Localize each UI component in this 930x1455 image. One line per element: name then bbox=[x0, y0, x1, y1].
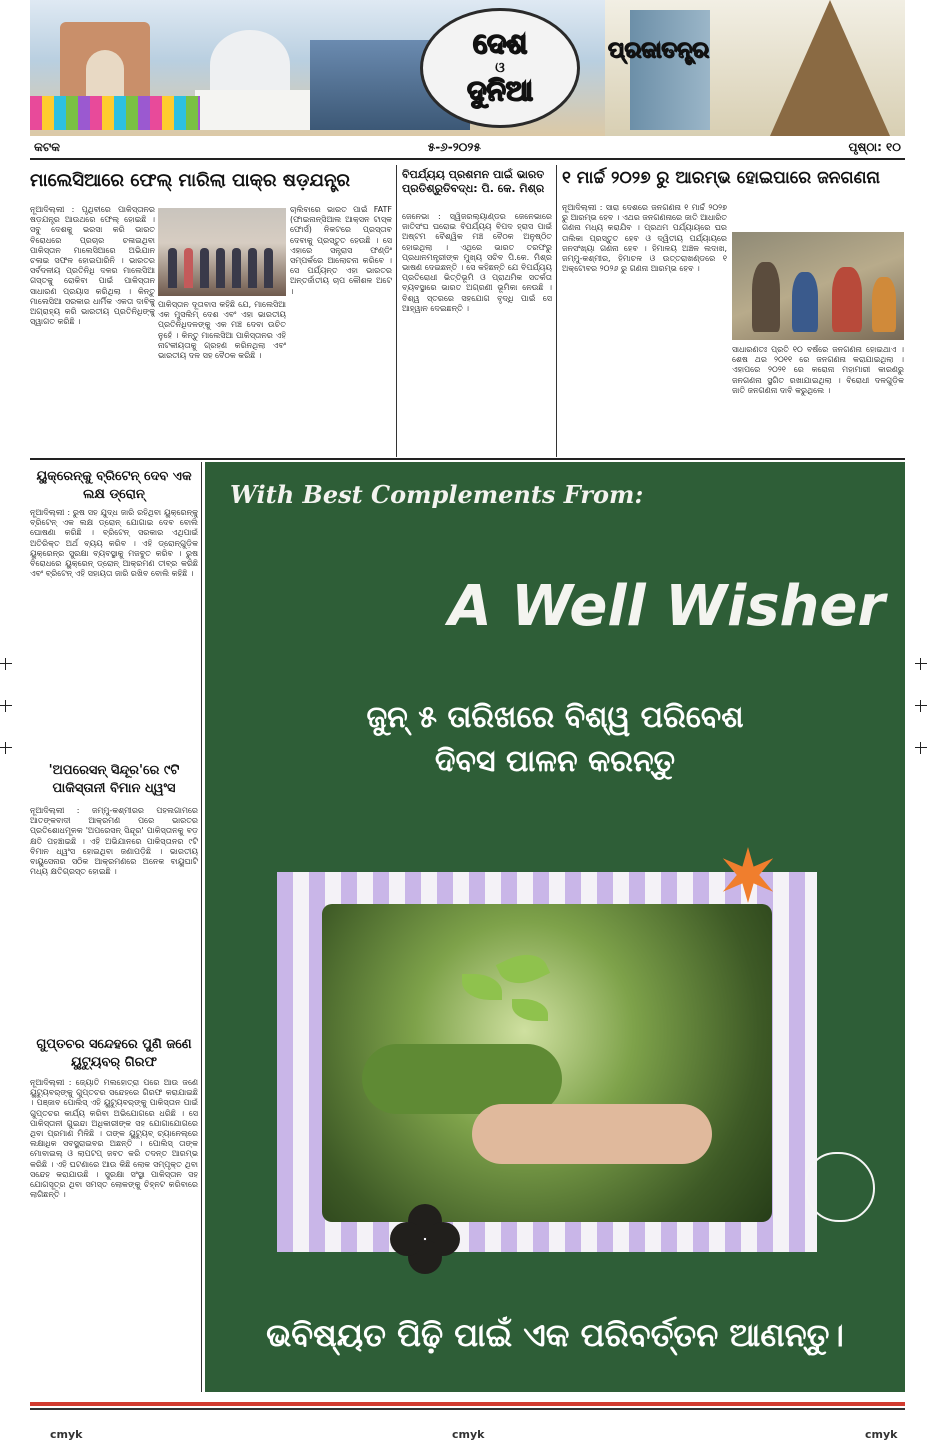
crop-mark-icon bbox=[0, 658, 12, 670]
headline-sindoor: 'ଅପରେସନ୍ ସିନ୍ଦୂର'ରେ ୯ଟି ପାକିସ୍ତାନୀ ବିମାନ ଧ୍ୱଂସ bbox=[48, 763, 180, 796]
crop-mark-icon bbox=[0, 700, 12, 712]
footer-rule bbox=[30, 1402, 905, 1406]
leaf-icon bbox=[496, 946, 550, 993]
ad-from-text: With Best Complements From: bbox=[230, 480, 644, 509]
crop-mark-icon bbox=[0, 742, 12, 754]
headline-spy: ଗୁପ୍ତଚର ସନ୍ଦେହରେ ପୁଣି ଜଣେ ୟୁଟ୍ୟୁବର୍ ଗିରଫ bbox=[36, 1037, 192, 1070]
delegation-photo bbox=[158, 208, 286, 296]
masthead-banner bbox=[30, 0, 905, 136]
plant-in-hands-image bbox=[322, 904, 772, 1222]
taj-mahal-base-image bbox=[195, 90, 310, 130]
cmyk-mark: cmyk bbox=[50, 1428, 83, 1441]
section-logo bbox=[420, 8, 580, 128]
plant-image-frame bbox=[277, 872, 817, 1252]
environment-day-ad bbox=[205, 462, 905, 1392]
column-divider bbox=[556, 165, 557, 457]
towers-image bbox=[630, 10, 710, 130]
dateline-city: କଟକ bbox=[34, 139, 61, 154]
headline-drones: ୟୁକ୍ରେନ୍‌କୁ ବ୍ରିଟେନ୍ ଦେବ ଏକ ଲକ୍ଷ ଡ୍ରୋନ୍ bbox=[36, 469, 192, 502]
leaf-icon bbox=[512, 999, 548, 1021]
ad-footer-text: ଭବିଷ୍ୟତ ପିଢ଼ି ପାଇଁ ଏକ ପରିବର୍ତ୍ତନ ଆଣନ୍ତୁ। bbox=[266, 1316, 844, 1354]
crop-mark-icon bbox=[915, 742, 927, 754]
divider bbox=[30, 158, 905, 160]
ad-odia-line2: ଦିବସ ପାଳନ କରନ୍ତୁ bbox=[434, 744, 676, 779]
article-spy: ନୂଆଦିଲ୍ଲୀ : ଜ୍ୟୋତି ମଲହୋତ୍ରା ପରେ ଆଉ ଜଣେ ୟୁଟ୍ୟୁବର୍‌ଙ୍କୁ ଗୁପ୍ତଚର ସନ୍ଦେହରେ ଗିରଫ କରାଯାଇଛି । ପଞ୍ଜାବ ପୋଲିସ୍ ଏହି ୟୁଟ୍ୟୁବର୍‌ଙ୍କୁ ପାକିସ୍ତାନ ପାଇଁ ଗୁପ୍ତଚର କାର୍ଯ୍ୟ କରିବା ଅଭିଯୋଗରେ ଧରିଛି । ସେ ପାକିସ୍ତାନୀ ଗୁଇନ୍ଦା ଅଧିକାରୀଙ୍କ ସହ ଯୋଗାଯୋଗରେ ଥିବା ପ୍ରମାଣ ମିଳିଛି । ତାଙ୍କ ୟୁଟ୍ୟୁବ୍ ଚ୍ୟାନେଲ୍‌ରେ ଲକ୍ଷାଧିକ ସବସ୍କ୍ରାଇବର ଅଛନ୍ତି । ପୋଲିସ୍ ତାଙ୍କ ମୋବାଇଲ୍ ଓ ଲାପଟପ୍ ଜବତ କରି ତଦନ୍ତ ଆରମ୍ଭ କରିଛି । ଏହି ଘଟଣାରେ ଆଉ କିଛି ଲୋକ ସମ୍ପୃକ୍ତ ଥିବା ସନ୍ଦେହ କରାଯାଉଛି । ସୁରକ୍ଷା ସଂସ୍ଥା ପାକିସ୍ତାନ ସହ ଯୋଗସୂତ୍ର ଥିବା ସମସ୍ତ ଲୋକଙ୍କୁ ଚିହ୍ନଟ କରିବାରେ ଲାଗିଛନ୍ତି । bbox=[30, 1078, 198, 1200]
headline-malaysia: ମାଲେସିଆରେ ଫେଲ୍ ମାରିଲା ପାକ୍‌ର ଷଡ଼ଯନ୍ତ୍ର bbox=[30, 170, 351, 191]
ad-wisher-text: A Well Wisher bbox=[448, 574, 885, 639]
logo-mid-text: ଓ bbox=[495, 60, 505, 76]
crop-mark-icon bbox=[915, 700, 927, 712]
cmyk-mark: cmyk bbox=[865, 1428, 898, 1441]
logo-top-text: ଦେଶ bbox=[472, 27, 528, 61]
article-malaysia-col1: ନୂଆଦିଲ୍ଲୀ : ପୃଥିବୀରେ ପାକିସ୍ତାନର ଷଡ଼ଯନ୍ତ୍ର ଆଉଥରେ ଫେଲ୍ ହୋଇଛି । ସବୁ ଦେଶକୁ ଭରସା କରି ଭାରତ ବିରୋଧରେ ପ୍ରଚାର ଚଳାଇଥିବା ପାକିସ୍ତାନ ମାଲେସିଆରେ ଅଭିଯାନ ଚଳାଇ ସଫଳ ହୋଇପାରିନି । ଭାରତର ସର୍ବଦଳୀୟ ପ୍ରତିନିଧି ଦଳର ମାଲେସିଆ ଗସ୍ତକୁ ରୋକିବା ପାଇଁ ପାକିସ୍ତାନ ସାଧାରଣ ପ୍ରୟାସ କରିଥିଲା । କିନ୍ତୁ ମାଲେସିଆ ସରକାର ଧାର୍ମିକ ଏକତା ଦାବିକୁ ଅଗ୍ରାହ୍ୟ କରି ଭାରତୀୟ ପ୍ରତିନିଧିଙ୍କୁ ସ୍ୱାଗତ କରିଛି । bbox=[30, 205, 155, 327]
newspaper-brand: ପ୍ରଜାତନ୍ତ୍ର bbox=[608, 38, 709, 63]
headline-census: ୧ ମାର୍ଚ୍ଚ ୨୦୨୭ ରୁ ଆରମ୍ଭ ହୋଇପାରେ ଜନଗଣନା bbox=[562, 168, 881, 188]
cmyk-mark: cmyk bbox=[452, 1428, 485, 1441]
census-photo bbox=[732, 232, 904, 340]
article-malaysia-col2: ପାକିସ୍ତାନ ଦୂତାବାସ କହିଛି ଯେ, ମାଲେସିଆ ଏକ ମୁସଲିମ୍ ଦେଶ ଏବଂ ଏହା ଭାରତୀୟ ପ୍ରତିନିଧିଦଳଙ୍କୁ ଏକ ମଞ୍ଚ ଦେବା ଉଚିତ ନୁହେଁ । କିନ୍ତୁ ମାଲେସିଆ ପାକିସ୍ତାନର ଏହି ନାଟକୀୟତାକୁ ଗ୍ରହଣ କରିନଥିଲା ଏବଂ ଭାରତୀୟ ଦଳ ସହ ବୈଠକ କରିଛି । bbox=[158, 300, 286, 361]
footer-rule bbox=[30, 1408, 905, 1410]
dateline-page: ପୃଷ୍ଠା: ୧୦ bbox=[848, 139, 901, 154]
headline-disaster: ବିପର୍ଯ୍ୟୟ ପ୍ରଶମନ ପାଇଁ ଭାରତ ପ୍ରତିଶ୍ରୁତିବଦ୍ଧ: ପି. କେ. ମିଶ୍ର bbox=[402, 168, 545, 195]
article-census: ନୂଆଦିଲ୍ଲୀ : ସାରା ଦେଶରେ ଜନଗଣନା ୧ ମାର୍ଚ୍ଚ ୨୦୨୭ ରୁ ଆରମ୍ଭ ହେବ । ଏଥର ଜନଗଣନାରେ ଜାତି ଆଧାରିତ ଗଣନା ମଧ୍ୟ କରାଯିବ । ପ୍ରଥମ ପର୍ଯ୍ୟାୟରେ ଘର ତାଲିକା ପ୍ରସ୍ତୁତ ହେବ ଓ ଦ୍ୱିତୀୟ ପର୍ଯ୍ୟାୟରେ ଜନସଂଖ୍ୟା ଗଣନା ହେବ । ହିମାଳୟ ଅଞ୍ଚଳ ଲଦାଖ, ଜମ୍ମୁ-କଶ୍ମୀର, ହିମାଚଳ ଓ ଉତ୍ତରାଖଣ୍ଡରେ ୧ ଅକ୍ଟୋବର ୨୦୨୬ ରୁ ଗଣନା ଆରମ୍ଭ ହେବ । bbox=[562, 203, 727, 274]
flower-icon bbox=[390, 1204, 460, 1274]
color-stripes-decoration bbox=[30, 96, 200, 130]
crop-mark-icon bbox=[915, 658, 927, 670]
column-divider bbox=[396, 165, 397, 457]
article-census-lower: ସାଧାରଣତଃ ପ୍ରତି ୧୦ ବର୍ଷରେ ଜନଗଣନା ହୋଇଥାଏ । ଶେଷ ଥର ୨୦୧୧ ରେ ଜନଗଣନା କରାଯାଇଥିଲା । ଏହାପରେ ୨୦୨୧ ରେ କରୋନା ମହାମାରୀ କାରଣରୁ ଜନଗଣନା ସ୍ଥଗିତ ରଖାଯାଇଥିଲା । ବିରୋଧୀ ଦଳଗୁଡ଼ିକ ଜାତି ଜନଗଣନା ଦାବି କରୁଥିଲେ । bbox=[732, 345, 904, 395]
article-sindoor: ନୂଆଦିଲ୍ଲୀ : ଜମ୍ମୁ-କଶ୍ମୀରର ପହଲଗାମରେ ଆତଙ୍କବାଦୀ ଆକ୍ରମଣ ପରେ ଭାରତର ପ୍ରତିଶୋଧମୂଳକ 'ଅପରେସନ୍ ସିନ୍ଦୂର' ପାକିସ୍ତାନକୁ ବଡ଼ କ୍ଷତି ପହଞ୍ଚାଇଛି । ଏହି ଅଭିଯାନରେ ପାକିସ୍ତାନର ୯ଟି ବିମାନ ଧ୍ୱଂସ ହୋଇଥିବା ଜଣାପଡ଼ିଛି । ଭାରତୀୟ ବାୟୁସେନାର ସଠିକ ଆକ୍ରମଣରେ ଅନେକ ବାୟୁଘାଟି ମଧ୍ୟ କ୍ଷତିଗ୍ରସ୍ତ ହୋଇଛି । bbox=[30, 806, 198, 877]
article-drones: ନୂଆଦିଲ୍ଲୀ : ରୁଷ ସହ ଯୁଦ୍ଧ ଜାରି ରହିଥିବା ୟୁକ୍ରେନ୍‌କୁ ବ୍ରିଟେନ୍ ଏକ ଲକ୍ଷ ଡ୍ରୋନ୍ ଯୋଗାଇ ଦେବ ବୋଲି ଘୋଷଣା କରିଛି । ବ୍ରିଟେନ୍ ସରକାର ଏଥିପାଇଁ ଅତିରିକ୍ତ ଅର୍ଥ ବ୍ୟୟ କରିବ । ଏହି ଡ୍ରୋନ୍‌ଗୁଡ଼ିକ ୟୁକ୍ରେନ୍‌ର ସୁରକ୍ଷା ବ୍ୟବସ୍ଥାକୁ ମଜବୁତ କରିବ । ରୁଷ ବିରୋଧରେ ୟୁକ୍ରେନ୍ ଡ୍ରୋନ୍ ଆକ୍ରମଣ ତୀବ୍ର କରିଛି ଏବଂ ବ୍ରିଟେନ୍ ଏହି ସହାୟତା ଜାରି ରଖିବ ବୋଲି କହିଛି । bbox=[30, 508, 198, 579]
flower-outline-icon bbox=[805, 1152, 875, 1222]
leaf-icon bbox=[462, 974, 502, 1000]
ad-odia-line1: ଜୁନ୍ ୫ ତାରିଖରେ ବିଶ୍ୱ ପରିବେଶ bbox=[366, 700, 744, 735]
human-hands-image bbox=[472, 1104, 712, 1164]
article-malaysia-col3: ଚାଲିବାରେ ଭାରତ ପାଇଁ FATF (ଫାଇନାନ୍ସିଆଲ ଆକ୍ସନ ଟାସ୍କ ଫୋର୍ସ) ନିକଟରେ ପ୍ରସ୍ତାବ ଦେବାକୁ ପ୍ରସ୍ତୁତ ହେଉଛି । ସେ ଏହାରେ ସନ୍ତ୍ରାସ ଫଣ୍ଡିଂ ସମ୍ପର୍କରେ ଆଲୋଚନା କରିବେ । ସେ ପର୍ଯ୍ୟନ୍ତ ଏହା ଭାରତର ଅନ୍ତର୍ଜାତୀୟ ଚାପ କୌଶଳ ଅଟେ । bbox=[290, 205, 392, 296]
divider bbox=[30, 458, 905, 460]
column-divider bbox=[201, 462, 202, 1392]
article-disaster: ଜେନେଭା : ସ୍ୱିଜରଲ୍ୟାଣ୍ଡର ଜେନେଭାରେ ଜାତିସଂଘ ଘରୋଇ ବିପର୍ଯ୍ୟୟ ବିପଦ ହ୍ରାସ ପାଇଁ ଅଷ୍ଟମ ବୈଶ୍ୱିକ ମଞ୍ଚ ବୈଠକ ଅନୁଷ୍ଠିତ ହୋଇଥିଲା । ଏଥିରେ ଭାରତ ତରଫରୁ ପ୍ରଧାନମନ୍ତ୍ରୀଙ୍କ ମୁଖ୍ୟ ସଚିବ ପି.କେ. ମିଶ୍ର ଭାଷଣ ଦେଇଛନ୍ତି । ସେ କହିଛନ୍ତି ଯେ ବିପର୍ଯ୍ୟୟ ପ୍ରତିରୋଧୀ ଭିତ୍ତିଭୂମି ଓ ପ୍ରାଥମିକ ସତର୍କତା ବ୍ୟବସ୍ଥାରେ ଭାରତ ଅଗ୍ରଣୀ ଭୂମିକା ନେଉଛି । ବିଶ୍ୱ ସ୍ତରରେ ସହଯୋଗ ବୃଦ୍ଧି ପାଇଁ ସେ ଆହ୍ୱାନ ଦେଇଛନ୍ତି । bbox=[402, 212, 552, 313]
logo-bottom-text: ଦୁନିଆ bbox=[467, 74, 533, 107]
dateline bbox=[30, 137, 905, 157]
eiffel-tower-image bbox=[770, 0, 890, 136]
dateline-date: ୫-୬-୨୦୨୫ bbox=[427, 139, 481, 154]
